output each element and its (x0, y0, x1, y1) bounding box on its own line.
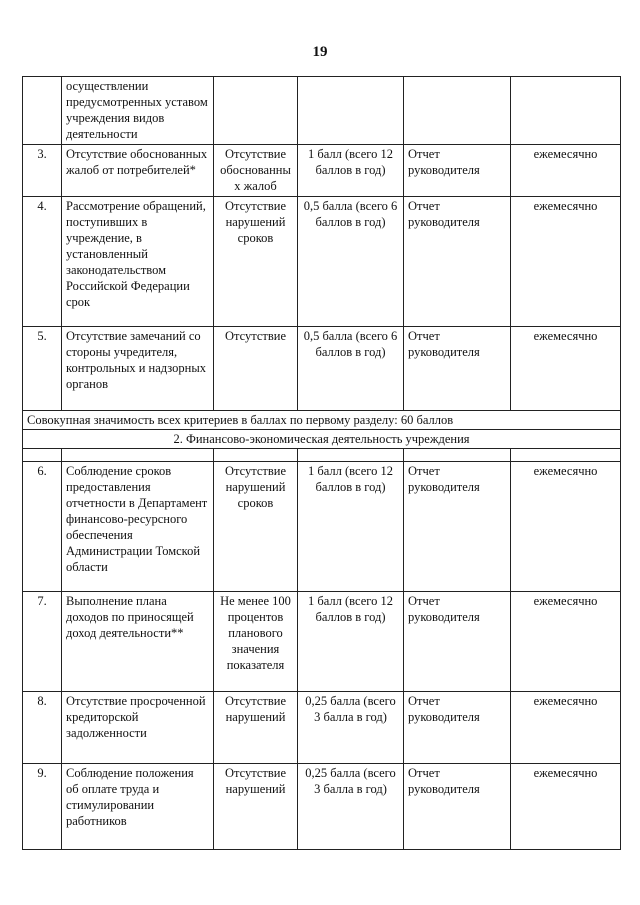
criterion-cell: Отсутствие просроченной кредиторской задолженности (62, 692, 214, 764)
criterion-cell: Рассмотрение обращений, поступивших в учреждение, в установленный законодательством Российской Федерации срок (62, 197, 214, 327)
report-cell (404, 77, 511, 145)
value-cell: Отсутствие нарушений (214, 764, 298, 850)
period-cell: ежемесячно (511, 145, 621, 197)
criterion-cell: Отсутствие замечаний со стороны учредителя, контрольных и надзорных органов (62, 327, 214, 411)
report-cell: Отчет руководителя (404, 592, 511, 692)
table-row (23, 197, 621, 327)
points-cell (298, 77, 404, 145)
row-number: 5. (23, 327, 62, 411)
section-title: 2. Финансово-экономическая деятельность учреждения (23, 430, 621, 449)
report-cell: Отчет руководителя (404, 692, 511, 764)
value-cell: Отсутствие нарушений сроков (214, 197, 298, 327)
value-cell (214, 77, 298, 145)
points-cell: 1 балл (всего 12 баллов в год) (298, 592, 404, 692)
row-number: 4. (23, 197, 62, 327)
period-cell: ежемесячно (511, 592, 621, 692)
criterion-cell: осуществлении предусмотренных уставом учреждения видов деятельности (62, 77, 214, 145)
period-cell: ежемесячно (511, 462, 621, 592)
page-number: 19 (312, 44, 328, 60)
points-cell: 1 балл (всего 12 баллов в год) (298, 462, 404, 592)
points-cell: 0,25 балла (всего 3 балла в год) (298, 692, 404, 764)
row-number: 3. (23, 145, 62, 197)
period-cell (511, 77, 621, 145)
criterion-cell: Выполнение плана доходов по приносящей доход деятельности** (62, 592, 214, 692)
table-row (23, 764, 621, 850)
summary-text: Совокупная значимость всех критериев в баллах по первому разделу: 60 баллов (23, 411, 621, 430)
value-cell: Не менее 100 процентов планового значения показателя (214, 592, 298, 692)
row-number: 9. (23, 764, 62, 850)
value-cell: Отсутствие нарушений (214, 692, 298, 764)
points-cell: 1 балл (всего 12 баллов в год) (298, 145, 404, 197)
table-row (23, 592, 621, 692)
report-cell: Отчет руководителя (404, 327, 511, 411)
value-cell: Отсутствие (214, 327, 298, 411)
row-number (23, 77, 62, 145)
table-row (23, 327, 621, 411)
report-cell: Отчет руководителя (404, 764, 511, 850)
table-row (23, 145, 621, 197)
spacer-row (23, 449, 621, 462)
report-cell: Отчет руководителя (404, 462, 511, 592)
row-number: 6. (23, 462, 62, 592)
value-cell: Отсутствие обоснованных жалоб (214, 145, 298, 197)
points-cell: 0,5 балла (всего 6 баллов в год) (298, 327, 404, 411)
criterion-cell: Соблюдение положения об оплате труда и стимулировании работников (62, 764, 214, 850)
criterion-cell: Отсутствие обоснованных жалоб от потребителей* (62, 145, 214, 197)
criteria-table (22, 76, 621, 850)
period-cell: ежемесячно (511, 197, 621, 327)
row-number: 8. (23, 692, 62, 764)
value-cell: Отсутствие нарушений сроков (214, 462, 298, 592)
report-cell: Отчет руководителя (404, 197, 511, 327)
section-header-row (23, 430, 621, 449)
report-cell: Отчет руководителя (404, 145, 511, 197)
period-cell: ежемесячно (511, 327, 621, 411)
table-row (23, 462, 621, 592)
criterion-cell: Соблюдение сроков предоставления отчетности в Департамент финансово-ресурсного обеспечения Администрации Томской области (62, 462, 214, 592)
points-cell: 0,5 балла (всего 6 баллов в год) (298, 197, 404, 327)
period-cell: ежемесячно (511, 764, 621, 850)
summary-row (23, 411, 621, 430)
points-cell: 0,25 балла (всего 3 балла в год) (298, 764, 404, 850)
table-row (23, 692, 621, 764)
period-cell: ежемесячно (511, 692, 621, 764)
table-row (23, 77, 621, 145)
row-number: 7. (23, 592, 62, 692)
